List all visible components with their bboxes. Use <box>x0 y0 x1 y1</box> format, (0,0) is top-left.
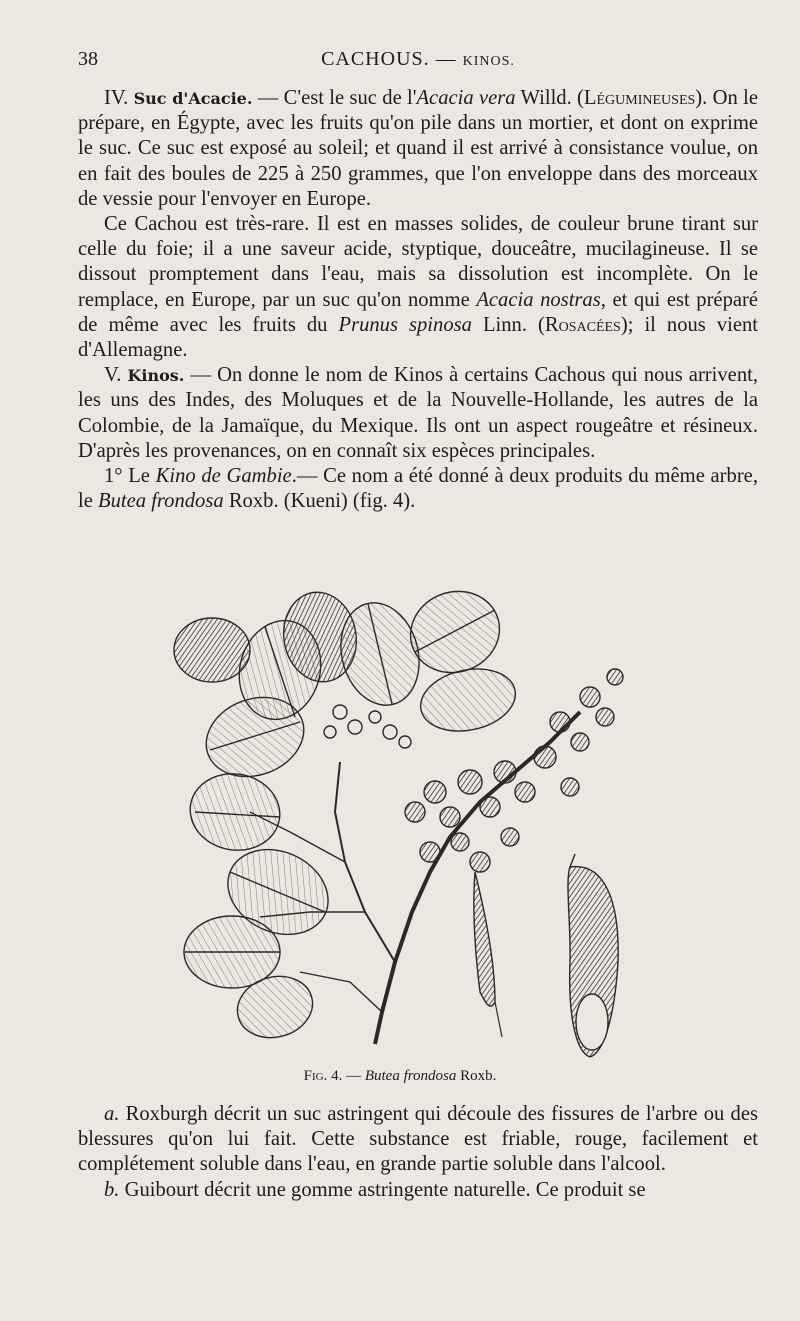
figure-caption: Fig. 4. — Butea frondosa Roxb. <box>303 1068 497 1084</box>
seed-pod-thin <box>474 872 502 1037</box>
leaf <box>415 661 521 740</box>
bud-cluster <box>324 705 411 748</box>
paragraph-kino-gambie: 1° Le Kino de Gambie.— Ce nom a été donné à deux produits du même arbre, le Butea frondosa Roxb. (Kueni) (fig. 4). <box>78 465 758 513</box>
running-title: CACHOUS. — KINOS. <box>321 48 515 70</box>
leaf <box>184 767 286 857</box>
paragraph-a-roxburgh: a. Roxburgh décrit un suc astringent qui découle des fissures de l'arbre ou des blessures qu'on lui fait. Cette substance est friable, rouge, facilement et complétement soluble dans l'eau, en grande partie soluble dans l'alcool. <box>78 1103 758 1176</box>
paragraph-kinos: V. Kinos. — On donne le nom de Kinos à certains Cachous qui nous arrivent, les uns des Indes, des Moluques et de la Nouvelle-Hollande, les autres de la Colombie, de la Jamaïque, du Mexique. Ils ont un aspect rougeâtre et résineux. D'après les provenances, on en connaît six espèces principales. <box>78 364 758 462</box>
text-block-bottom <box>78 1102 758 1203</box>
paragraph-cachou-rare: Ce Cachou est très-rare. Il est en masses solides, de couleur brune tirant sur celle du foie; il a une saveur acide, styptique, douceâtre, mucilagineuse. Il se dissout promptement dans l'eau, mais sa dissolution est incomplète. On le remplace, en Europe, par un suc qu'on nomme Acacia nostras, et qui est préparé de même avec les fruits du Prunus spinosa Linn. (Rosacées); il nous vient d'Allemagne. <box>78 213 759 362</box>
page-header <box>78 46 758 78</box>
seed-pod-large <box>568 854 618 1057</box>
butea-frondosa-illustration <box>150 582 670 1062</box>
paragraph-suc-acacie: IV. Suc d'Acacie. — C'est le suc de l'Acacia vera Willd. (Légumineuses). On le prépare, en Égypte, avec les fruits qu'on pile dans un mortier, et dont on exprime le suc. Ce suc est exposé au soleil; et quand il est arrivé à consistance voulue, on en fait des boules de 225 à 250 grammes, que l'on enveloppe dans des morceaux de vessie pour l'envoyer en Europe. <box>78 87 758 210</box>
section-heading: Kinos. <box>127 366 185 386</box>
page-number: 38 <box>78 48 98 70</box>
paragraph-b-guibourt: b. Guibourt décrit une gomme astringente naturelle. Ce produit se <box>104 1178 646 1201</box>
text-block-top <box>78 86 758 514</box>
leaf <box>184 916 280 988</box>
section-heading: Suc d'Acacie. <box>133 89 253 108</box>
